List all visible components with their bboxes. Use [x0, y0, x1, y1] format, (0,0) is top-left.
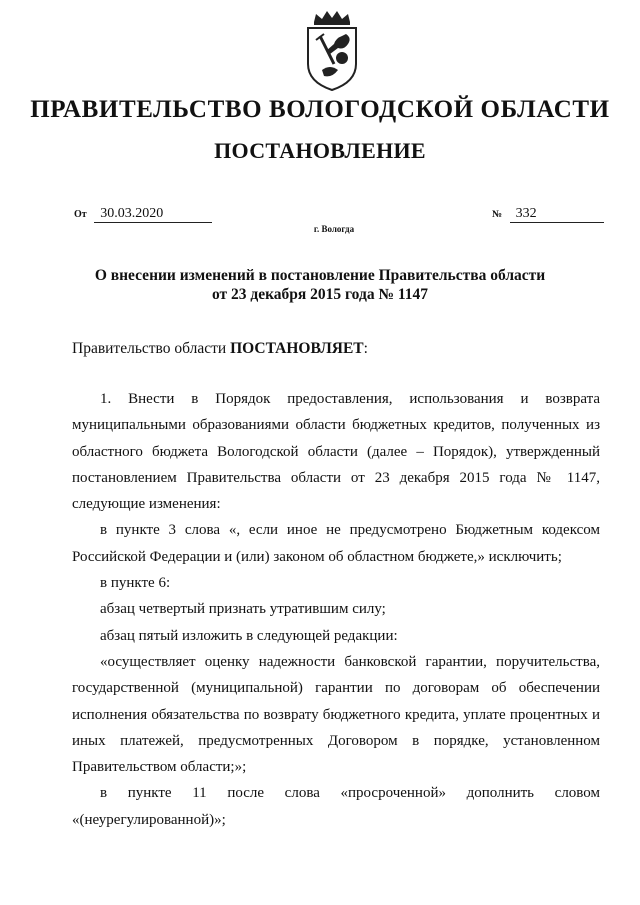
document-subject: [90, 266, 550, 304]
paragraph: абзац пятый изложить в следующей редакции:: [100, 627, 398, 644]
paragraph: в пункте 6:: [100, 575, 171, 592]
resolution-statement: [72, 340, 368, 358]
paragraph: «осуществляет оценку надежности банковской гарантии, поручительства, государственной (муниципальной) гарантии по договорам об обеспечении исполнения обязательства по возврату бюджетного кредита, уплате процентных и иных платежей, предусмотренных Договором в порядке, установленном Правительством области;»;: [72, 653, 600, 776]
paragraph: абзац четвертый признать утратившим силу;: [100, 601, 386, 618]
city-label: г. Вологда: [313, 224, 355, 234]
number-prefix: №: [492, 209, 503, 220]
document-body: [72, 386, 600, 833]
government-title: ПРАВИТЕЛЬСТВО ВОЛОГОДСКОЙ ОБЛАСТИ: [30, 96, 610, 123]
number-line: [492, 206, 604, 223]
document-date: 30.03.2020: [94, 206, 212, 223]
resolution-intro: Правительство области: [72, 340, 231, 357]
resolution-suffix: :: [363, 340, 368, 357]
paragraph: в пункте 3 слова «, если иное не предусмотрено Бюджетным кодексом Российской Федерации и (или) законом об областном бюджете,» исключить;: [72, 522, 600, 565]
resolution-keyword: ПОСТАНОВЛЯЕТ: [230, 340, 364, 357]
paragraph: 1. Внести в Порядок предоставления, использования и возврата муниципальными образованиями области бюджетных кредитов, полученных из областного бюджета Вологодской области (далее – Порядок), утвержденный постановлением Правительства области от 23 декабря 2015 года № 1147, следующие изменения:: [72, 391, 600, 513]
subject-line-2: от 23 декабря 2015 года № 1147: [211, 286, 429, 303]
paragraph: в пункте 11 после слова «просроченной» дополнить словом «(неурегулированной)»;: [72, 785, 600, 828]
document-type: ПОСТАНОВЛЕНИЕ: [214, 138, 426, 163]
coat-of-arms-icon: [302, 8, 362, 92]
date-line: [74, 206, 212, 223]
subject-line-1: О внесении изменений в постановление Правительства области: [94, 267, 546, 284]
date-prefix: От: [74, 209, 87, 220]
document-number: 332: [510, 206, 604, 223]
